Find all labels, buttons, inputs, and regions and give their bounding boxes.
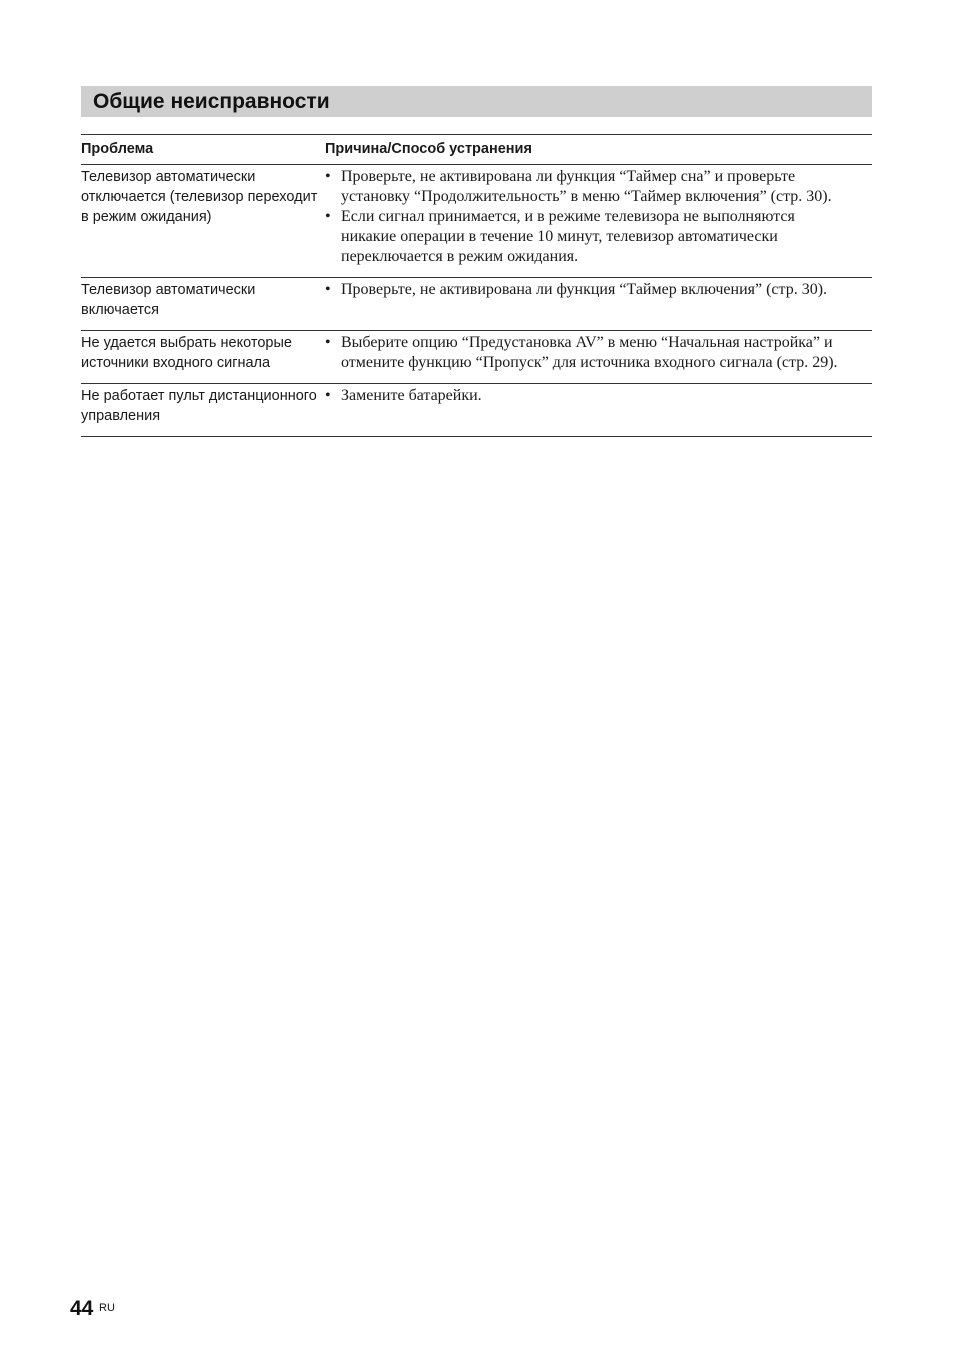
solution-list [325,280,872,300]
bullet-icon: • [325,208,331,225]
bullet-icon: • [325,281,331,298]
solution-list [325,386,872,406]
solution-list [325,333,872,373]
solution-cell [325,331,872,384]
problem-cell: Не удается выбрать некоторые источники входного сигнала [81,331,325,384]
table-row [81,384,872,437]
troubleshooting-table [81,134,872,437]
problem-cell: Телевизор автоматически отключается (телевизор переходит в режим ожидания) [81,165,325,278]
solution-item [325,280,872,300]
solution-cell [325,278,872,331]
column-header-solution: Причина/Способ устранения [325,135,872,165]
table-row [81,165,872,278]
solution-item [325,167,872,207]
solution-cell [325,165,872,278]
solution-text: Проверьте, не активирована ли функция “Таймер включения” (стр. 30). [341,281,828,298]
problem-cell: Телевизор автоматически включается [81,278,325,331]
page-number: 44 [70,1297,94,1320]
solution-cell [325,384,872,437]
section-title: Общие неисправности [81,86,872,117]
table-row [81,331,872,384]
solution-list [325,167,872,267]
problem-cell: Не работает пульт дистанционного управления [81,384,325,437]
column-header-problem: Проблема [81,135,325,165]
bullet-icon: • [325,387,331,404]
solution-text: Проверьте, не активирована ли функция “Таймер сна” и проверьте установку “Продолжительность” в меню “Таймер включения” (стр. 30). [341,168,832,205]
solution-text: Выберите опцию “Предустановка AV” в меню “Начальная настройка” и отмените функцию “Пропуск” для источника входного сигнала (стр. 29). [341,334,838,371]
solution-text: Замените батарейки. [341,387,482,404]
bullet-icon: • [325,168,331,185]
solution-item [325,333,872,373]
bullet-icon: • [325,334,331,351]
table-row [81,278,872,331]
page-language-code: RU [99,1302,115,1314]
table-header-row [81,135,872,165]
solution-item [325,207,872,267]
solution-item [325,386,872,406]
solution-text: Если сигнал принимается, и в режиме телевизора не выполняются никакие операции в течение 10 минут, телевизор автоматически переключается в режим ожидания. [341,208,795,265]
